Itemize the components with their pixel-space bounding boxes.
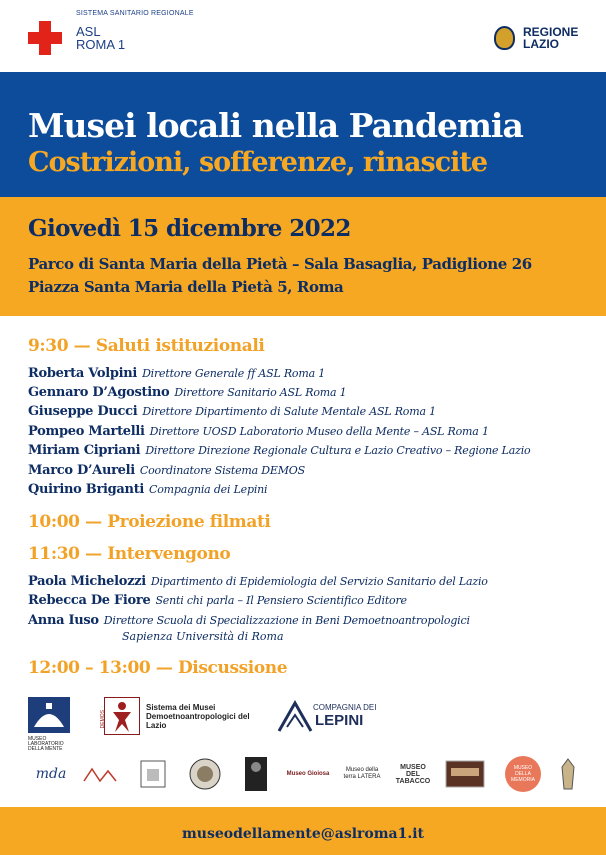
speaker-row: Pompeo Martelli Direttore UOSD Laboratorio Museo della Mente – ASL Roma 1 [28, 424, 489, 439]
lepini-mountain-icon [275, 697, 315, 735]
section-discussione: 12:00 – 13:00 — Discussione [28, 658, 288, 678]
contact-email[interactable]: museodellamente@aslroma1.it [181, 826, 425, 842]
speaker-row: Gennaro D’Agostino Direttore Sanitario ASL Roma 1 [28, 385, 347, 400]
museo-dome-icon [28, 697, 70, 733]
section-saluti: 9:30 — Saluti istituzionali [28, 336, 265, 356]
museum-logo [244, 757, 268, 791]
page-title: Musei locali nella Pandemia [28, 106, 523, 145]
mda-logo: mda [35, 765, 67, 782]
museo-terra-latera-logo: Museo della terra LATERA [343, 767, 381, 780]
speaker-row: Rebecca De Fiore Senti chi parla – Il Pensiero Scientifico Editore [28, 593, 407, 608]
speaker-row: Anna Iuso Direttore Scuola di Specializzazione in Beni Demoetnoantropologici Sapienza Università di Roma [28, 613, 470, 643]
demos-figure-icon [104, 697, 140, 735]
demos-logo: DEMOS Sistema dei Musei Demoetnoantropologici del Lazio [104, 697, 264, 737]
speaker-row: Miriam Cipriani Direttore Direzione Regionale Cultura e Lazio Creativo – Regione Lazio [28, 443, 531, 458]
asl-system-label: SISTEMA SANITARIO REGIONALE [76, 10, 194, 17]
speaker-row: Roberta Volpini Direttore Generale ff ASL Roma 1 [28, 366, 326, 381]
museum-logo [444, 757, 486, 791]
speaker-row: Paola Michelozzi Dipartimento di Epidemiologia del Servizio Sanitario del Lazio [28, 574, 488, 589]
regione-lazio-logo-text: REGIONE LAZIO [523, 25, 579, 51]
museum-logo [558, 757, 578, 791]
asl-cross-icon [28, 21, 62, 55]
museo-memoria-logo: MUSEO DELLA MEMORIA [504, 757, 542, 791]
lazio-emblem-icon [494, 26, 515, 50]
speaker-row: Marco D’Aureli Coordinatore Sistema DEMOS [28, 463, 305, 478]
speaker-row: Giuseppe Ducci Direttore Dipartimento di Salute Mentale ASL Roma 1 [28, 404, 436, 419]
venue-line-2: Piazza Santa Maria della Pietà 5, Roma [28, 278, 344, 296]
museum-logo [186, 757, 224, 791]
page-subtitle: Costrizioni, sofferenze, rinascite [28, 147, 488, 178]
museo-gioiosa-logo: Museo Gioiosa [286, 770, 330, 777]
event-date: Giovedì 15 dicembre 2022 [28, 215, 351, 242]
museo-tabacco-logo: MUSEO DEL TABACCO [395, 763, 431, 785]
section-proiezione: 10:00 — Proiezione filmati [28, 512, 271, 532]
speaker-row: Quirino Briganti Compagnia dei Lepini [28, 482, 268, 497]
asl-logo-text: ASL ROMA 1 [76, 24, 126, 52]
section-intervengono: 11:30 — Intervengono [28, 544, 231, 564]
venue-line-1: Parco di Santa Maria della Pietà – Sala Basaglia, Padiglione 26 [28, 255, 532, 273]
header [0, 0, 606, 72]
compagnia-lepini-logo: COMPAGNIA DEI LEPINI [275, 695, 390, 739]
museo-laboratorio-logo: MUSEO LABORATORIO DELLA MENTE [28, 697, 70, 749]
museum-logo [80, 757, 120, 791]
museum-logo [138, 757, 168, 791]
